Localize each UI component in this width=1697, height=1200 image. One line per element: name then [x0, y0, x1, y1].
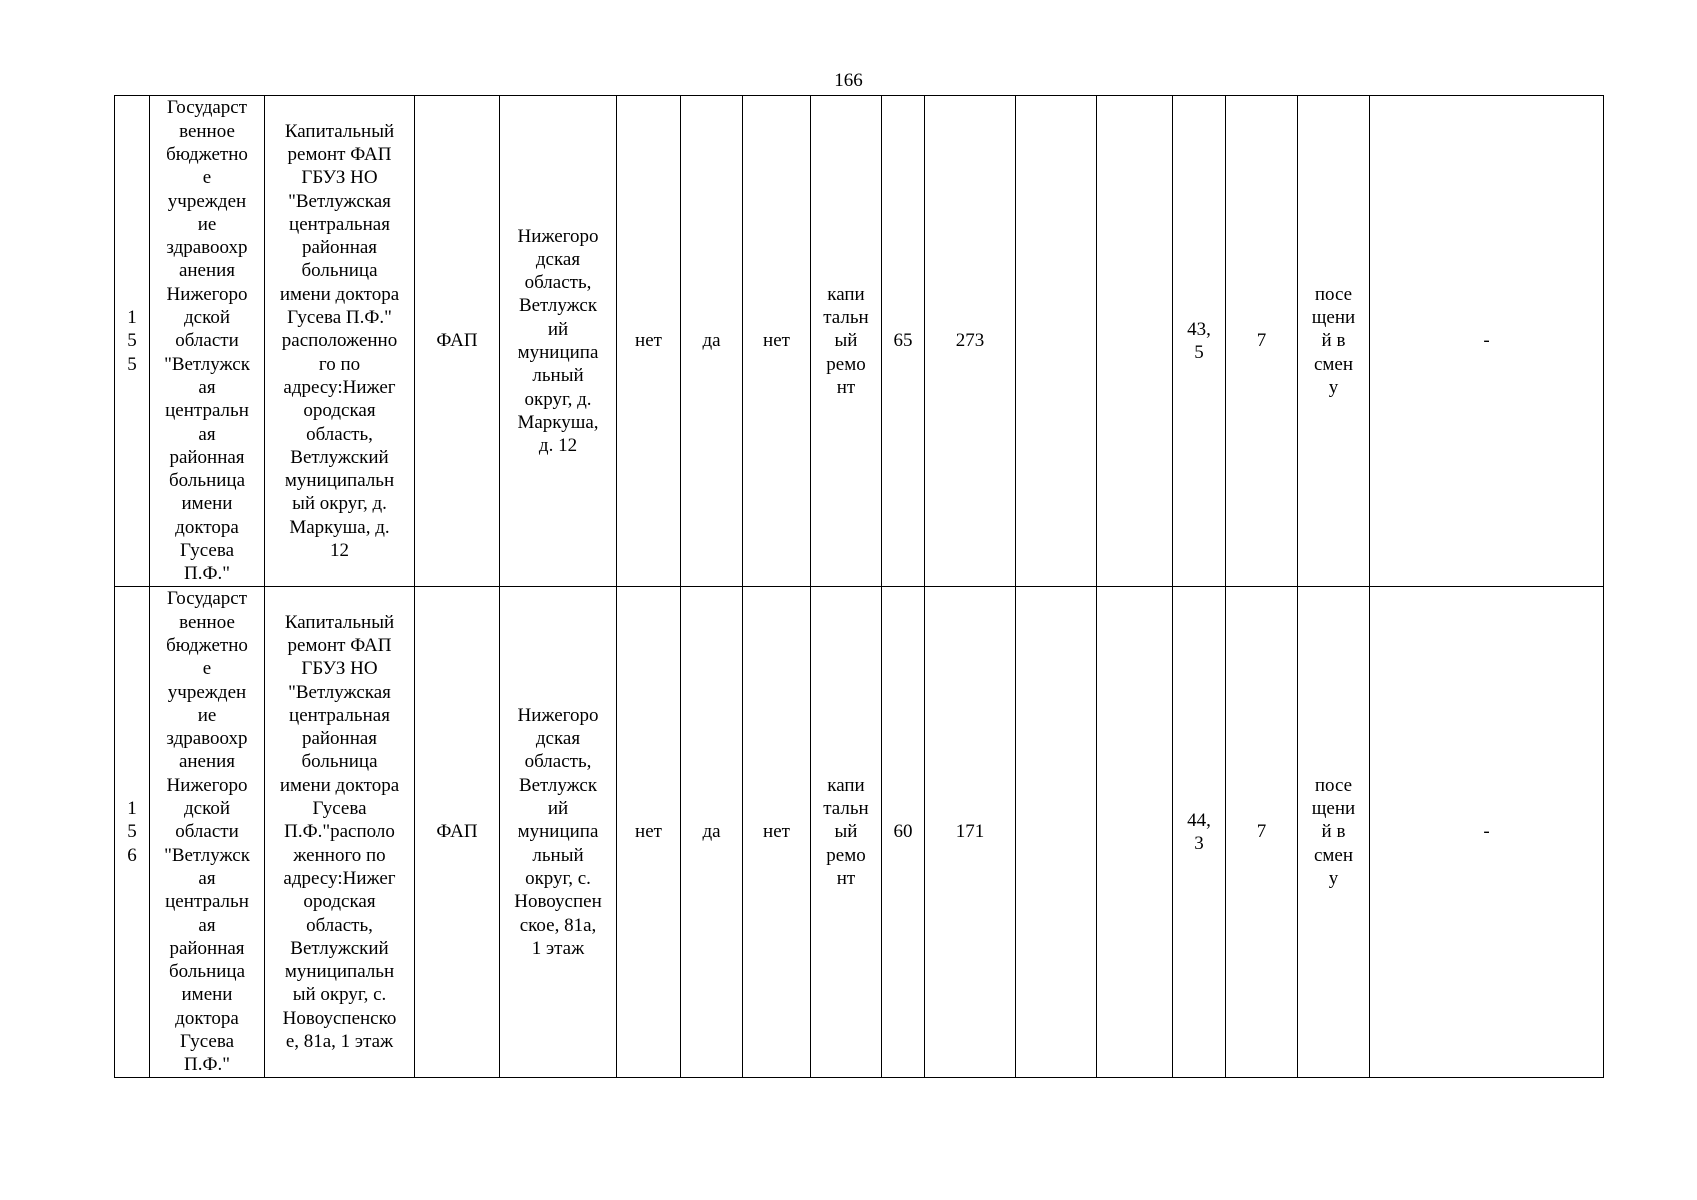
- event-type-cell: капи тальн ый ремо нт: [811, 587, 882, 1078]
- value-cell-1: 60: [882, 587, 925, 1078]
- row-number-cell: 1 5 5: [115, 96, 150, 587]
- note-cell: -: [1370, 587, 1604, 1078]
- work-description-cell: Капитальный ремонт ФАП ГБУЗ НО "Ветлужская центральная районная больница имени доктора Гусева П.Ф." расположенно го по адресу:Нижег ородская область, Ветлужский муниципальн ый округ, д. Маркуша, д. 12: [265, 96, 415, 587]
- capacity-cell: 7: [1226, 96, 1298, 587]
- facility-type-cell: ФАП: [415, 587, 500, 1078]
- table-row: [115, 587, 1604, 1078]
- value-cell-1: 65: [882, 96, 925, 587]
- page-number: 166: [834, 70, 863, 91]
- address-cell: Нижегоро дская область, Ветлужск ий муниципа льный округ, д. Маркуша, д. 12: [500, 96, 617, 587]
- organization-cell: Государст венное бюджетно е учрежден ие здравоохр анения Нижегоро дской области "Ветлужск ая центральн ая районная больница имени доктора Гусева П.Ф.": [150, 96, 265, 587]
- value-cell-3: [1016, 587, 1097, 1078]
- value-cell-2: 273: [925, 96, 1016, 587]
- address-cell: Нижегоро дская область, Ветлужск ий муниципа льный округ, с. Новоуспен ское, 81а, 1 этаж: [500, 587, 617, 1078]
- organization-cell: Государст венное бюджетно е учрежден ие здравоохр анения Нижегоро дской области "Ветлужск ая центральн ая районная больница имени доктора Гусева П.Ф.": [150, 587, 265, 1078]
- value-cell-4: [1097, 96, 1173, 587]
- flag-cell-2: да: [681, 587, 743, 1078]
- value-cell-4: [1097, 587, 1173, 1078]
- table-row: [115, 96, 1604, 587]
- flag-cell-1: нет: [617, 96, 681, 587]
- register-table: [114, 95, 1604, 1078]
- capacity-unit-cell: посе щени й в смен у: [1298, 96, 1370, 587]
- flag-cell-3: нет: [743, 96, 811, 587]
- capacity-unit-cell: посе щени й в смен у: [1298, 587, 1370, 1078]
- value-cell-3: [1016, 96, 1097, 587]
- row-number-cell: 1 5 6: [115, 587, 150, 1078]
- flag-cell-2: да: [681, 96, 743, 587]
- flag-cell-3: нет: [743, 587, 811, 1078]
- note-cell: -: [1370, 96, 1604, 587]
- work-description-cell: Капитальный ремонт ФАП ГБУЗ НО "Ветлужская центральная районная больница имени доктора Гусева П.Ф."располо женного по адресу:Нижег ородская область, Ветлужский муниципальн ый округ, с. Новоуспенско е, 81а, 1 этаж: [265, 587, 415, 1078]
- area-cell: 43, 5: [1173, 96, 1226, 587]
- value-cell-2: 171: [925, 587, 1016, 1078]
- facility-type-cell: ФАП: [415, 96, 500, 587]
- area-cell: 44, 3: [1173, 587, 1226, 1078]
- event-type-cell: капи тальн ый ремо нт: [811, 96, 882, 587]
- capacity-cell: 7: [1226, 587, 1298, 1078]
- flag-cell-1: нет: [617, 587, 681, 1078]
